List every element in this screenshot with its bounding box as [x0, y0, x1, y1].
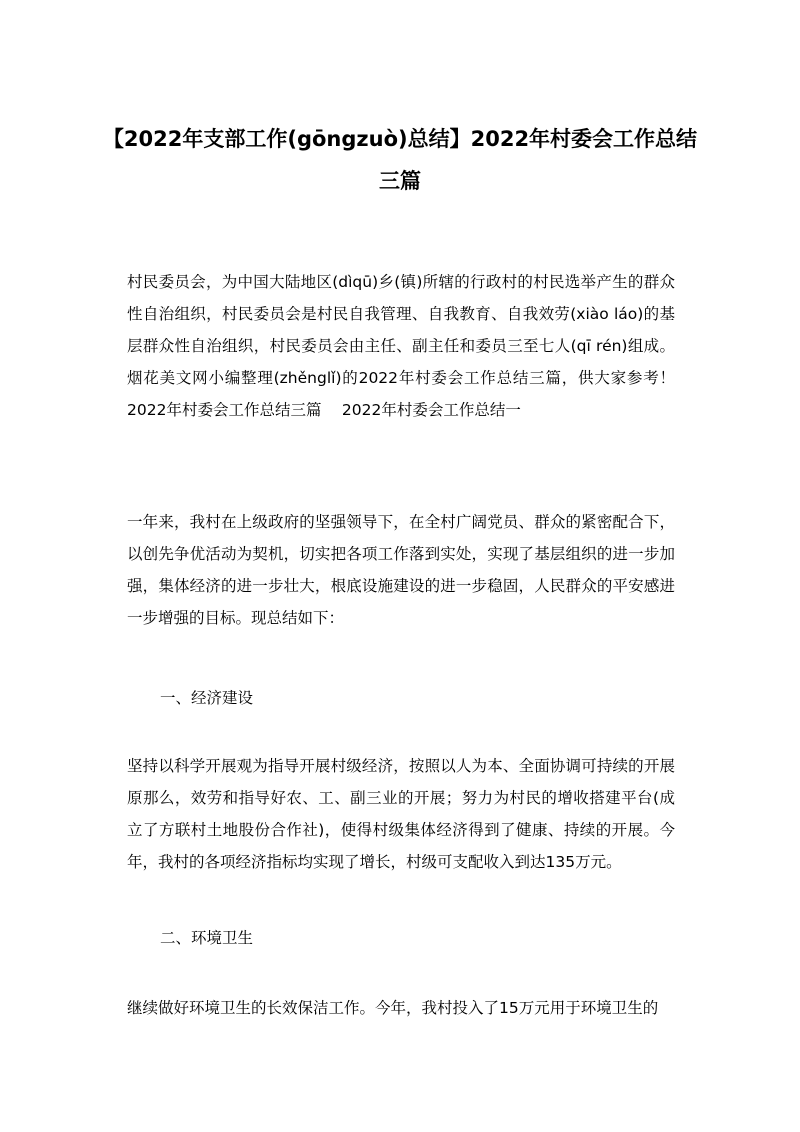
environment-paragraph: 继续做好环境卫生的长效保洁工作。今年，我村投入了15万元用于环境卫生的 [127, 999, 659, 1017]
document-title: 【2022年支部工作(gōngzuò)总结】2022年村委会工作总结三篇 [102, 127, 698, 193]
summary-paragraph: 一年来，我村在上级政府的坚强领导下，在全村广阔党员、群众的紧密配合下，以创先争优活动为契机，切实把各项工作落到实处，实现了基层组织的进一步加强，集体经济的进一步壮大，根底设施建设的进一步稳固，人民群众的平安感进一步增强的目标。现总结如下： [127, 513, 675, 627]
intro-paragraph: 村民委员会，为中国大陆地区(dìqū)乡(镇)所辖的行政村的村民选举产生的群众性自治组织，村民委员会是村民自我管理、自我教育、自我效劳(xiào láo)的基层群众性自治组织，村民委员会由主任、副主任和委员三至七人(qī rén)组成。烟花美文网小编整理(zhěnglǐ)的2022年村委会工作总结三篇，供大家参考！ 2022年村委会工作总结三篇 2022年村委会工作总结一 [127, 273, 691, 419]
section-heading-economy: 一、经济建设 [160, 689, 254, 707]
economy-paragraph: 坚持以科学开展观为指导开展村级经济，按照以人为本、全面协调可持续的开展原那么，效劳和指导好农、工、副三业的开展；努力为村民的增收搭建平台(成立了方联村土地股份合作社)，使得村级集体经济得到了健康、持续的开展。今年，我村的各项经济指标均实现了增长，村级可支配收入到达135万元。 [127, 757, 675, 871]
section-heading-environment: 二、环境卫生 [160, 929, 254, 947]
